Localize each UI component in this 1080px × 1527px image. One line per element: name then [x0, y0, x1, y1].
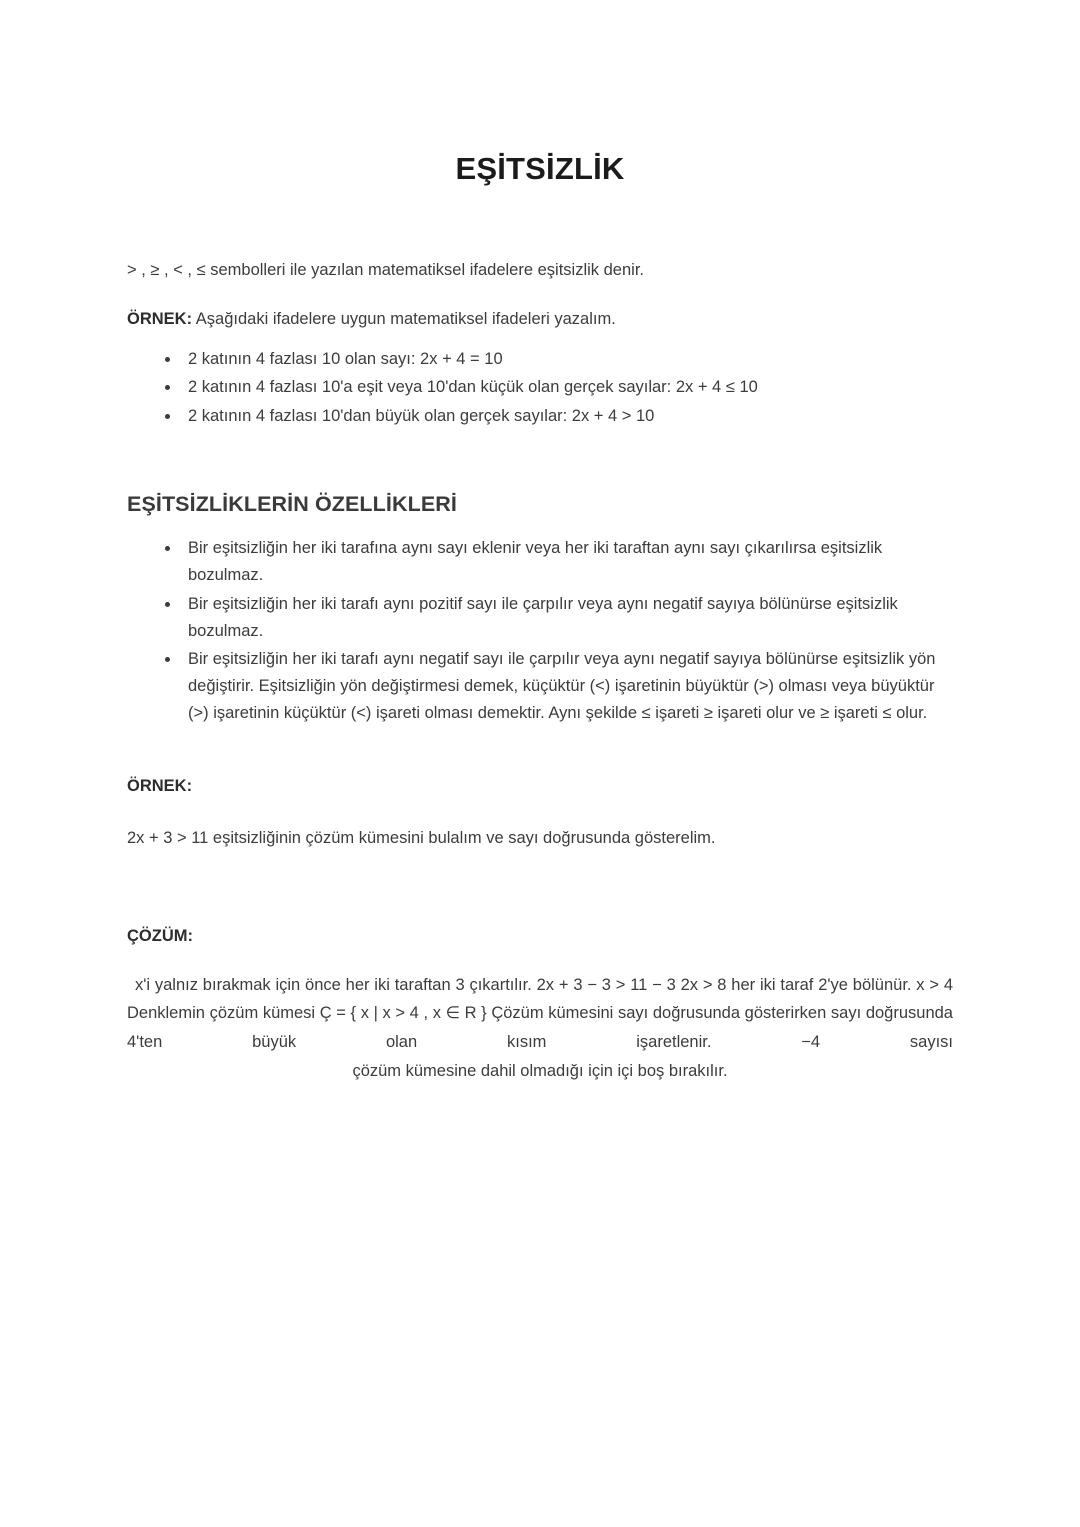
- list-item: 2 katının 4 fazlası 10'a eşit veya 10'dan küçük olan gerçek sayılar: 2x + 4 ≤ 10: [127, 374, 953, 401]
- example-intro-text: Aşağıdaki ifadelere uygun matematiksel ifadeleri yazalım.: [192, 309, 616, 328]
- list-item: Bir eşitsizliğin her iki tarafı aynı negatif sayı ile çarpılır veya aynı negatif sayıya bölünürse eşitsizlik yön değiştirir. Eşitsizliğin yön değiştirmesi demek, küçüktür (<) işaretinin büyüktür (>) olması veya büyüktür (>) işaretinin küçüktür (<) işareti olması demektir. Aynı şekilde ≤ işareti ≥ işareti olur ve ≥ işareti ≤ olur.: [127, 646, 953, 726]
- list-item: Bir eşitsizliğin her iki tarafına aynı sayı eklenir veya her iki taraftan aynı sayı çıkarılırsa eşitsizlik bozulmaz.: [127, 535, 953, 588]
- list-item: Bir eşitsizliğin her iki tarafı aynı pozitif sayı ile çarpılır veya aynı negatif sayıya bölünürse eşitsizlik bozulmaz.: [127, 591, 953, 644]
- solution-body-justified: x'i yalnız bırakmak için önce her iki taraftan 3 çıkartılır. 2x + 3 − 3 > 11 − 3 2x > 8 her iki taraf 2'ye bölünür. x > 4 Denklemin çözüm kümesi Ç = { x | x > 4 , x ∈ R } Çözüm kümesini sayı doğrusunda gösterirken sayı doğrusunda 4'ten büyük olan kısım işaretlenir. −4 sayısı: [127, 975, 953, 1052]
- solution-body-centered: çözüm kümesine dahil olmadığı için içi boş bırakılır.: [352, 1062, 728, 1081]
- example-intro-label: ÖRNEK:: [127, 309, 193, 328]
- intro-paragraph: > , ≥ , < , ≤ sembolleri ile yazılan matematiksel ifadelere eşitsizlik denir.: [127, 261, 644, 279]
- solution-heading: ÇÖZÜM:: [127, 926, 193, 945]
- document-body: [127, 258, 953, 1086]
- list-item: 2 katının 4 fazlası 10'dan büyük olan gerçek sayılar: 2x + 4 > 10: [127, 403, 953, 430]
- example-heading: ÖRNEK:: [127, 777, 193, 796]
- solution-body: [127, 971, 953, 1087]
- example-intro-paragraph: [127, 307, 953, 332]
- page-title: EŞİTSİZLİK: [455, 150, 625, 186]
- example-list: [127, 346, 953, 430]
- section-heading-properties: EŞİTSİZLİKLERİN ÖZELLİKLERİ: [127, 491, 457, 516]
- example-statement: 2x + 3 > 11 eşitsizliğinin çözüm kümesini bulalım ve sayı doğrusunda gösterelim.: [127, 829, 716, 848]
- list-item: 2 katının 4 fazlası 10 olan sayı: 2x + 4 = 10: [127, 346, 953, 373]
- properties-list: [127, 535, 953, 726]
